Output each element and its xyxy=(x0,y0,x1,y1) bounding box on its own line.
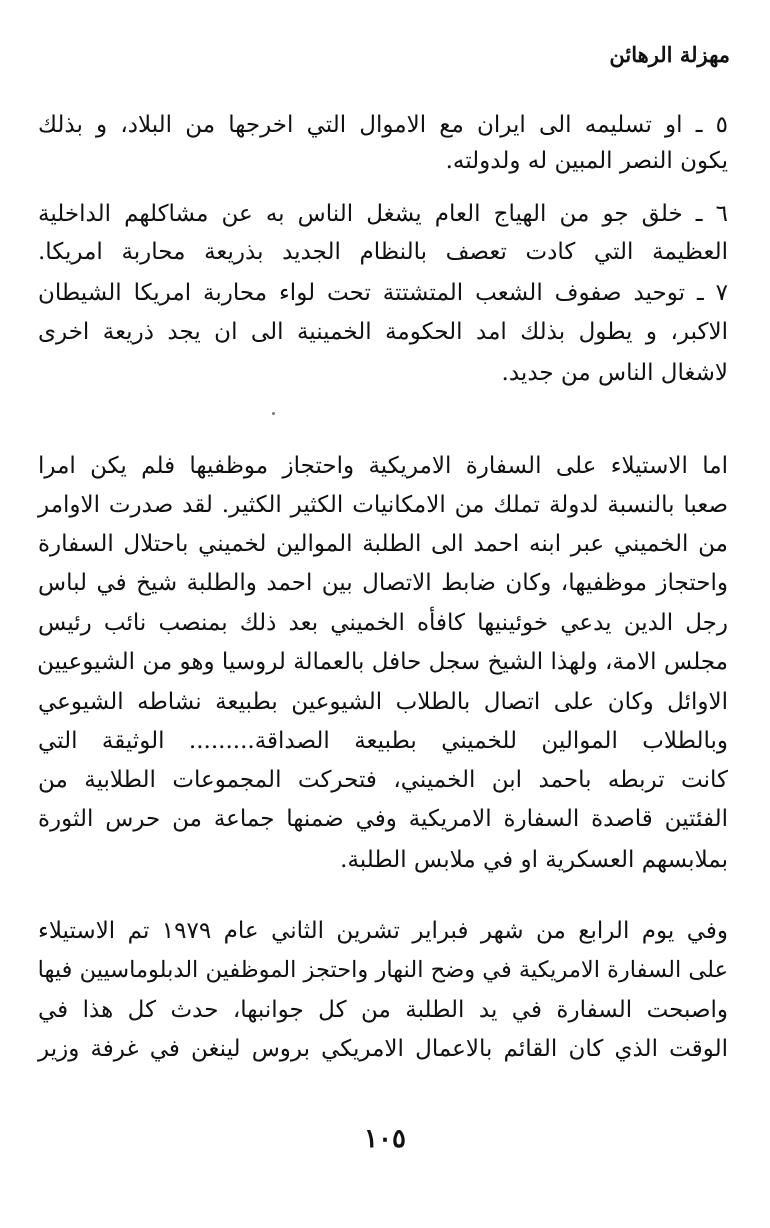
text-line: العظيمة التي كادت تعصف بالنظام الجديد بذريعة محاربة امريكا. xyxy=(38,239,728,265)
text-line: بملابسهم العسكرية او في ملابس الطلبة. xyxy=(340,847,728,873)
text-line: وبالطلاب الموالين للخميني بطبيعة الصداقة......... الوثيقة التي xyxy=(38,728,728,754)
text-line: على السفارة الامريكية في وضح النهار واحتجز الموظفين الدبلوماسيين فيها xyxy=(37,957,728,983)
text-line: الفئتين قاصدة السفارة الامريكية وفي ضمنها جماعة من حرس الثورة xyxy=(38,806,728,832)
text-line: وفي يوم الرابع من شهر فبراير تشرين الثاني عام ١٩٧٩ تم الاستيلاء xyxy=(38,918,729,944)
text-line: الاوائل وكان على اتصال بالطلاب الشيوعين بطبيعة نشاطه الشيوعي xyxy=(38,689,728,715)
text-line: من الخميني عبر ابنه احمد الى الطلبة الموالين لخميني باحتلال السفارة xyxy=(38,531,728,557)
text-line: يكون النصر المبين له ولدولته. xyxy=(445,148,728,174)
text-line: الاكبر، و يطول بذلك امد الحكومة الخمينية الى ان يجد ذريعة اخرى xyxy=(38,319,728,345)
text-line: ٥ ـ او تسليمه الى ايران مع الاموال التي اخرجها من البلاد، و بذلك xyxy=(38,112,728,138)
text-line: لاشغال الناس من جديد. xyxy=(501,360,728,386)
text-line: الوقت الذي كان القائم بالاعمال الامريكي بروس لينغن في غرفة وزير xyxy=(38,1036,728,1062)
text-line: كانت تربطه باحمد ابن الخميني، فتحركت المجموعات الطلابية من xyxy=(38,767,728,793)
text-line: ٦ ـ خلق جو من الهياج العام يشغل الناس به عن مشاكلهم الداخلية xyxy=(38,201,728,227)
text-line: ٧ ـ توحيد صفوف الشعب المتشتتة تحت لواء محاربة امريكا الشيطان xyxy=(38,280,728,306)
text-line: رجل الدين يدعي خوئينيها كافأه الخميني بعد ذلك بمنصب نائب رئيس xyxy=(38,610,728,636)
running-header-title: مهزلة الرهائن xyxy=(609,42,730,67)
text-line: مجلس الامة، ولهذا الشيخ سجل حافل بالعمالة لروسيا وهو من الشيوعيين xyxy=(37,649,728,675)
page-number: ١٠٥ xyxy=(364,1124,406,1154)
text-line: واحتجاز موظفيها، وكان ضابط الاتصال بين احمد والطلبة شيخ في لباس xyxy=(38,570,728,596)
text-line: صعبا بالنسبة لدولة تملك من الامكانيات الكثير الكثير. لقد صدرت الاوامر xyxy=(38,492,728,518)
print-speck xyxy=(272,412,275,415)
text-line: واصبحت السفارة في يد الطلبة من كل جوانبها، حدث كل هذا في xyxy=(38,997,728,1023)
text-line: اما الاستيلاء على السفارة الامريكية واحتجاز موظفيها فلم يكن امرا xyxy=(38,453,728,479)
